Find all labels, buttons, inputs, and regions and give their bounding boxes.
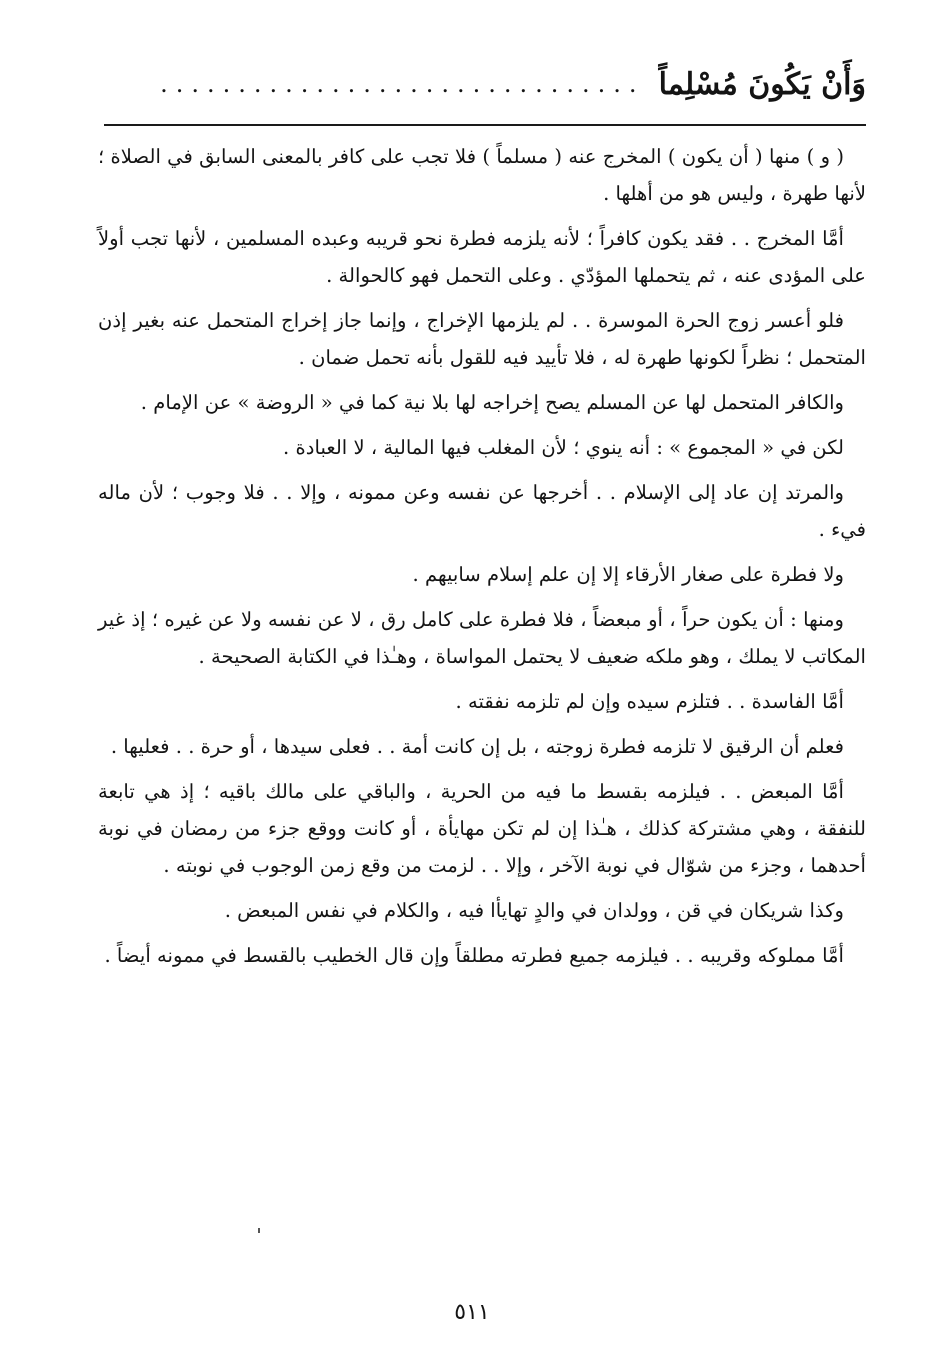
paragraph: والكافر المتحمل لها عن المسلم يصح إخراجه لها بلا نية كما في « الروضة » عن الإمام . xyxy=(140,391,844,414)
paragraph: والمرتد إن عاد إلى الإسلام . . أخرجها عن نفسه وعن ممونه ، وإلا . . فلا وجوب ؛ لأن ماله فيء . xyxy=(98,481,866,541)
page-number: ٥١١ xyxy=(454,1300,490,1325)
paragraph: ولا فطرة على صغار الأرقاء إلا إن علم إسلام سابيهم . xyxy=(412,563,844,586)
paragraph: فلو أعسر زوج الحرة الموسرة . . لم يلزمها الإخراج ، وإنما جاز إخراج المتحمل عنه بغير إذن المتحمل ؛ نظراً لكونها طهرة له ، فلا تأييد فيه للقول بأنه تحمل ضمان . xyxy=(98,309,866,369)
running-head xyxy=(100,52,866,102)
body-text xyxy=(98,138,866,982)
paragraph: لكن في « المجموع » : أنه ينوي ؛ لأن المغلب فيها المالية ، لا العبادة . xyxy=(283,436,844,459)
paragraph: أمَّا المبعض . . فيلزمه بقسط ما فيه من الحرية ، والباقي على مالك باقيه ؛ إذ هي تابعة للنفقة ، وهي مشتركة كذلك ، هـٰذا إن لم تكن مهايأة ، أو كانت ووقع جزء من رمضان في نوبة أحدهما ، وجزء من شوّال في نوبة الآخر ، وإلا . . لزمت من وقع زمن الوجوب في نوبته . xyxy=(98,780,866,877)
paragraph: فعلم أن الرقيق لا تلزمه فطرة زوجته ، بل إن كانت أمة . . فعلى سيدها ، أو حرة . . فعليها . xyxy=(110,735,844,758)
scan-speck xyxy=(258,1228,260,1233)
paragraph: وكذا شريكان في قن ، وولدان في والدٍ تهايأا فيه ، والكلام في نفس المبعض . xyxy=(224,899,844,922)
paragraph: أمَّا المخرج . . فقد يكون كافراً ؛ لأنه يلزمه فطرة نحو قريبه وعبده المسلمين ، لأنها تجب أولاً على المؤدى عنه ، ثم يتحملها المؤدّي . وعلى التحمل فهو كالحوالة . xyxy=(98,227,866,287)
paragraph: ومنها : أن يكون حراً ، أو مبعضاً ، فلا فطرة على كامل رق ، لا عن نفسه ولا عن غيره ؛ إذ غير المكاتب لا يملك ، وهو ملكه ضعيف لا يحتمل المواساة ، وهـٰذا في الكتابة الصحيحة . xyxy=(98,608,866,668)
running-head-title: وَأَنْ يَكُونَ مُسْلِماً xyxy=(658,67,866,102)
header-rule xyxy=(104,124,866,126)
dot-leader: ............................... xyxy=(160,72,645,98)
paragraph: ( و ) منها ( أن يكون ) المخرج عنه ( مسلماً ) فلا تجب على كافر بالمعنى السابق في الصلاة ؛ لأنها طهرة ، وليس هو من أهلها . xyxy=(98,145,866,205)
paragraph: أمَّا مملوكه وقريبه . . فيلزمه جميع فطرته مطلقاً وإن قال الخطيب بالقسط في ممونه أيضاً . xyxy=(104,944,844,967)
paragraph: أمَّا الفاسدة . . فتلزم سيده وإن لم تلزمه نفقته . xyxy=(455,690,844,713)
